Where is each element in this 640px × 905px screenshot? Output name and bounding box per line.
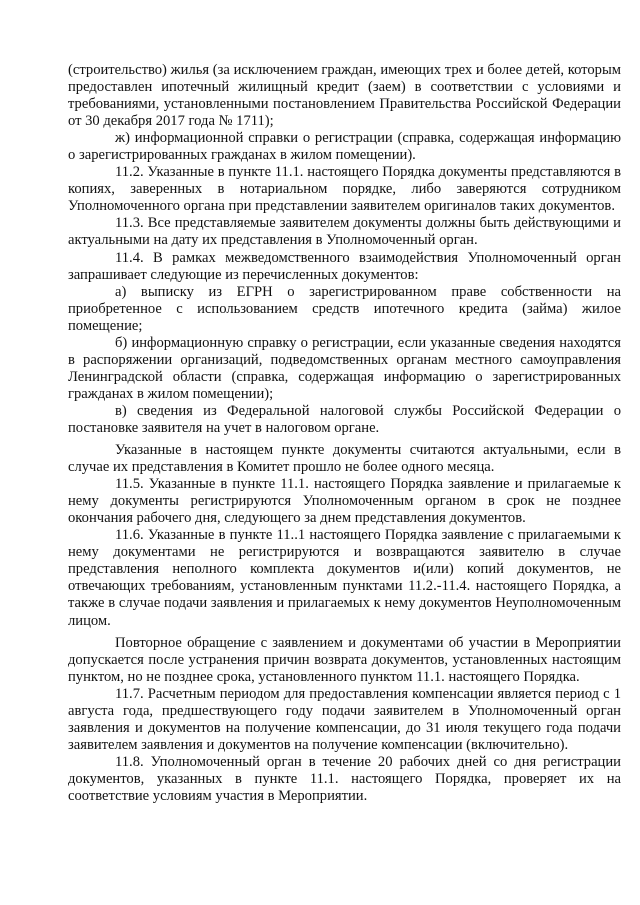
paragraph-11-3: 11.3. Все представляемые заявителем документы должны быть действующими и актуальными на дату их представления в Уполномоченный орган.	[68, 215, 621, 249]
paragraph-continuation: (строительство) жилья (за исключением граждан, имеющих трех и более детей, которым предоставлен ипотечный жилищный кредит (заем) в соответствии с условиями и требованиями, установленными постановлением Правительства Российской Федерации от 30 декабря 2017 года № 1711);	[68, 62, 621, 130]
paragraph-item-b: б) информационную справку о регистрации, если указанные сведения находятся в распоряжении организаций, подведомственных органам местного самоуправления Ленинградской области (справка, содержащая информацию о зарегистрированных гражданах в жилом помещении);	[68, 334, 621, 402]
paragraph-11-4: 11.4. В рамках межведомственного взаимодействия Уполномоченный орган запрашивает следующие из перечисленных документов:	[68, 249, 621, 283]
paragraph-11-5: 11.5. Указанные в пункте 11.1. настоящего Порядка заявление и прилагаемые к нему документы регистрируются Уполномоченным органом в срок не позднее окончания рабочего дня, следующего за днем представления документов.	[68, 476, 621, 527]
paragraph-11-6: 11.6. Указанные в пункте 11..1 настоящего Порядка заявление с прилагаемыми к нему документами не регистрируются и возвращаются заявителю в случае представления неполного комплекта документов и(или) копий документов, не отвечающих требованиям, установленным пунктами 11.2.-11.4. настоящего Порядка, а также в случае подачи заявления и прилагаемых к нему документов Неуполномоченным лицом.	[68, 527, 621, 629]
paragraph-actuality-note: Указанные в настоящем пункте документы считаются актуальными, если в случае их представления в Комитет прошло не более одного месяца.	[68, 442, 621, 476]
paragraph-item-v: в) сведения из Федеральной налоговой службы Российской Федерации о постановке заявителя на учет в налоговом органе.	[68, 402, 621, 436]
paragraph-item-a: а) выписку из ЕГРН о зарегистрированном праве собственности на приобретенное с использованием средств ипотечного кредита (займа) жилое помещение;	[68, 283, 621, 334]
paragraph-11-8: 11.8. Уполномоченный орган в течение 20 рабочих дней со дня регистрации документов, указанных в пункте 11.1. настоящего Порядка, проверяет их на соответствие условиям участия в Мероприятии.	[68, 753, 621, 804]
paragraph-item-zh: ж) информационной справки о регистрации (справка, содержащая информацию о зарегистрированных гражданах в жилом помещении).	[68, 130, 621, 164]
document-page	[68, 62, 621, 805]
paragraph-repeat-application: Повторное обращение с заявлением и документами об участии в Мероприятии допускается после устранения причин возврата документов, установленных настоящим пунктом, но не позднее срока, установленного пунктом 11.1. настоящего Порядка.	[68, 634, 621, 685]
paragraph-11-2: 11.2. Указанные в пункте 11.1. настоящего Порядка документы представляются в копиях, заверенных в нотариальном порядке, либо заверяются сотрудником Уполномоченного органа при представлении заявителем оригиналов таких документов.	[68, 164, 621, 215]
paragraph-11-7: 11.7. Расчетным периодом для предоставления компенсации является период с 1 августа года, предшествующего году подачи заявителем в Уполномоченный орган заявления и документов на получение компенсации, до 31 июля текущего года подачи заявителем заявления и документов на получение компенсации (включительно).	[68, 685, 621, 753]
